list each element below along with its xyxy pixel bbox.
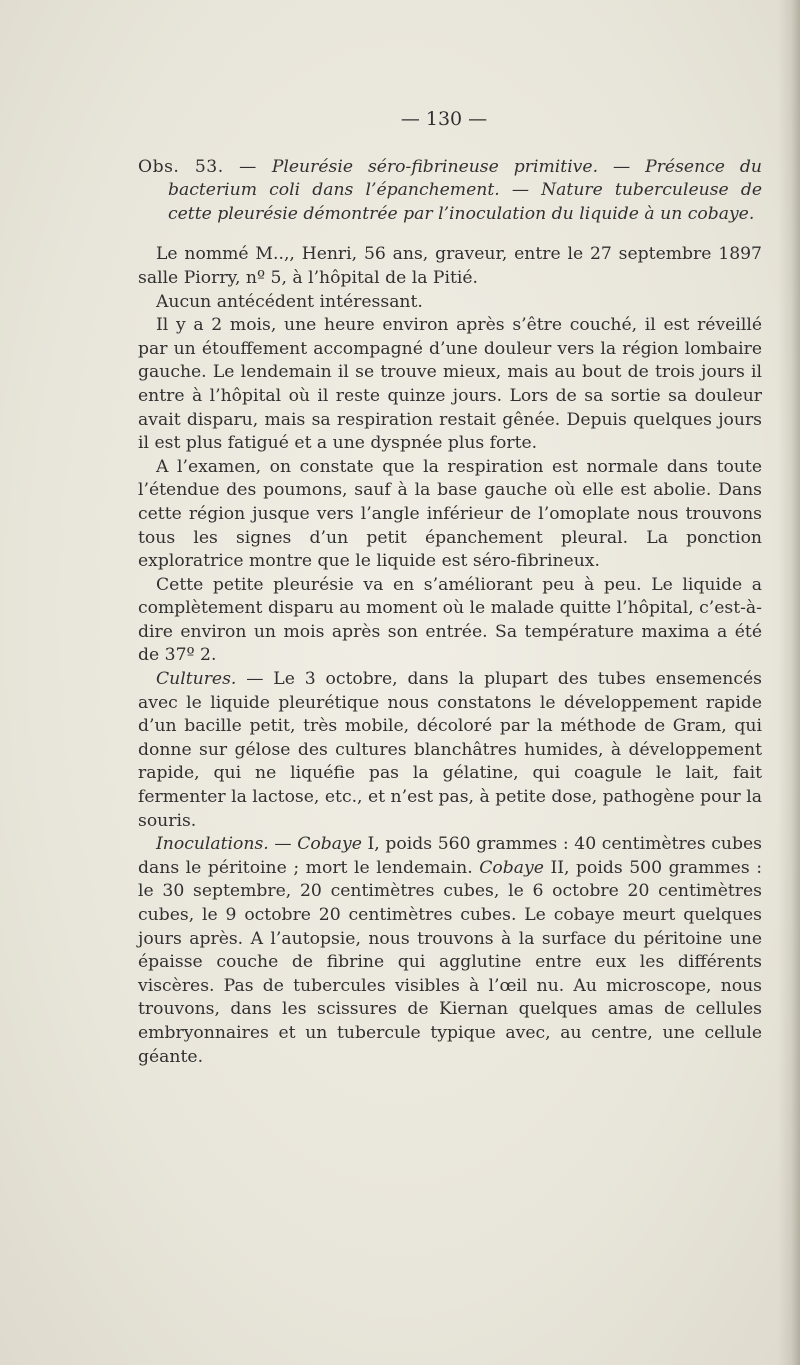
paragraph-patient: Le nommé M..,, Henri, 56 ans, graveur, entre le 27 septembre 1897 salle Piorry, nº 5, à l’hôpital de la Pitié. bbox=[138, 244, 762, 288]
paragraph-history: Il y a 2 mois, une heure environ après s’être couché, il est réveillé par un étouffement accompagné d’une douleur vers la région lombaire gauche. Le lendemain il se trouve mieux, mais au bout de trois jours il entre à l’hôpital où il reste quinze jours. Lors de sa sortie sa douleur avait disparu, mais sa respiration restait gênée. Depuis quelques jours il est plus fatigué et a une dyspnée plus forte. bbox=[138, 315, 762, 454]
page-number: — 130 — bbox=[400, 108, 488, 130]
inoculations-text-a: — bbox=[268, 834, 298, 855]
observation-label: Obs. 53. — bbox=[138, 156, 257, 177]
cobaye-1-label: Cobaye bbox=[297, 834, 362, 855]
page-text bbox=[138, 108, 762, 1069]
cultures-text: — Le 3 octobre, dans la plupart des tubes ensemencés avec le liquide pleurétique nous constatons le développement rapide d’un bacille petit, très mobile, décoloré par la méthode de Gram, qui donne sur gélose des cultures blanchâtres humides, à développement rapide, qui ne liquéfie pas la gélatine, qui coagule le lait, fait fermenter la lactose, etc., et n’est pas, à petite dose, pathogène pour la souris. bbox=[138, 669, 762, 831]
inoculations-label: Inoculations. bbox=[156, 834, 269, 855]
inoculations-text-c: II, poids 500 grammes : le 30 septembre, 20 centimètres cubes, le 6 octobre 20 centimètres cubes, le 9 octobre 20 centimètres cubes. Le cobaye meurt quelques jours après. A l’autopsie, nous trouvons à la surface du péritoine une épaisse couche de fibrine qui agglutine entre eux les différents viscères. Pas de tubercules visibles à l’œil nu. Au microscope, nous trouvons, dans les scissures de Kiernan quelques amas de cellules embryonnaires et un tubercule typique avec, au centre, une cellule géante. bbox=[138, 857, 762, 1067]
observation-heading bbox=[138, 156, 762, 227]
paragraph-examination: A l’examen, on constate que la respiration est normale dans toute l’étendue des poumons, sauf à la base gauche où elle est abolie. Dans cette région jusque vers l’angle inférieur de l’omoplate nous trouvons tous les signes d’un petit épanchement pleural. La ponction exploratrice montre que le liquide est séro-fibrineux. bbox=[138, 456, 762, 572]
paragraph-inoculations bbox=[138, 833, 762, 1069]
paragraph-cultures bbox=[138, 668, 762, 833]
observation-title: Pleurésie séro-fibrineuse primitive. — Présence du bacterium coli dans l’épanchement. — Nature tuberculeuse de cette pleurésie démontrée par l’inoculation du liquide à un cobaye. bbox=[168, 156, 763, 224]
paragraph-antecedents: Aucun antécédent intéressant. bbox=[156, 291, 423, 312]
paragraph-evolution: Cette petite pleurésie va en s’améliorant peu à peu. Le liquide a complètement disparu au moment où le malade quitte l’hôpital, c’est-à-dire environ un mois après son entrée. Sa température maxima a été de 37º 2. bbox=[138, 574, 762, 666]
inoculations-text-b: I, poids 560 grammes : 40 centimètres cubes dans le péritoine ; mort le lendemain. bbox=[138, 834, 762, 878]
cobaye-2-label: Cobaye bbox=[479, 857, 544, 878]
cultures-label: Cultures. bbox=[156, 669, 237, 690]
page-edge-shadow bbox=[778, 0, 800, 1365]
